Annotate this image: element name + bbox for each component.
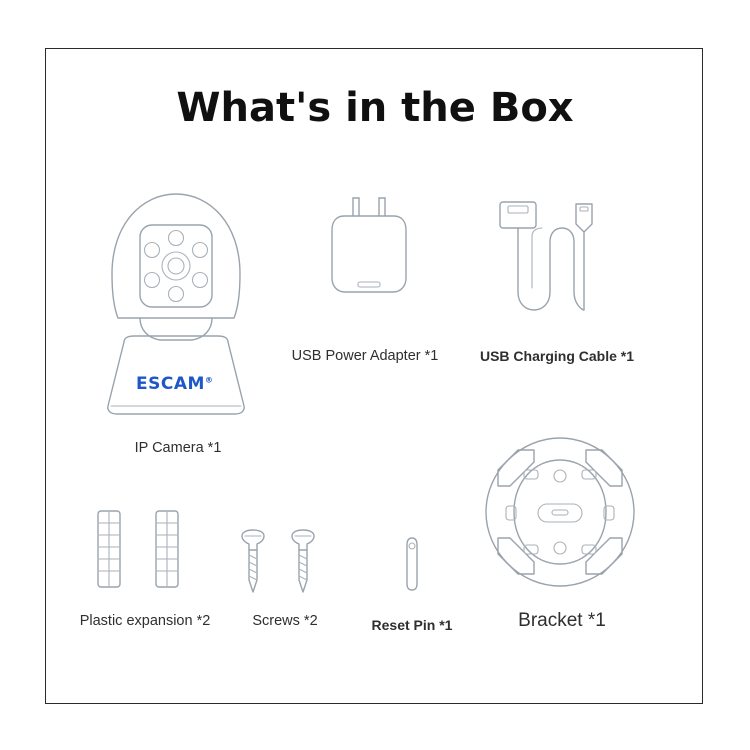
brand-logo: ESCAM® bbox=[136, 374, 214, 394]
plastic-expansion-caption: Plastic expansion *2 bbox=[79, 613, 211, 629]
usb-power-adapter-illustration bbox=[322, 196, 432, 326]
plastic-expansion-drawing bbox=[90, 505, 200, 595]
usb-charging-cable-drawing bbox=[492, 196, 622, 332]
reset-pin-caption: Reset Pin *1 bbox=[371, 617, 453, 633]
usb-charging-cable-illustration bbox=[492, 196, 622, 332]
usb-power-adapter-caption: USB Power Adapter *1 bbox=[291, 348, 439, 364]
bracket-drawing bbox=[480, 432, 640, 592]
usb-charging-cable-caption: USB Charging Cable *1 bbox=[479, 348, 635, 364]
ip-camera-caption: IP Camera *1 bbox=[134, 440, 222, 456]
screws-illustration bbox=[236, 528, 326, 598]
bracket-caption: Bracket *1 bbox=[518, 610, 606, 631]
usb-power-adapter-drawing bbox=[322, 196, 432, 326]
reset-pin-illustration bbox=[398, 536, 428, 596]
bracket-illustration bbox=[480, 432, 640, 592]
screws-caption: Screws *2 bbox=[252, 613, 318, 629]
plastic-expansion-illustration bbox=[90, 505, 200, 595]
reset-pin-drawing bbox=[398, 536, 428, 596]
page-title: What's in the Box bbox=[176, 85, 574, 131]
ip-camera-illustration bbox=[78, 170, 278, 432]
screws-drawing bbox=[236, 528, 326, 598]
